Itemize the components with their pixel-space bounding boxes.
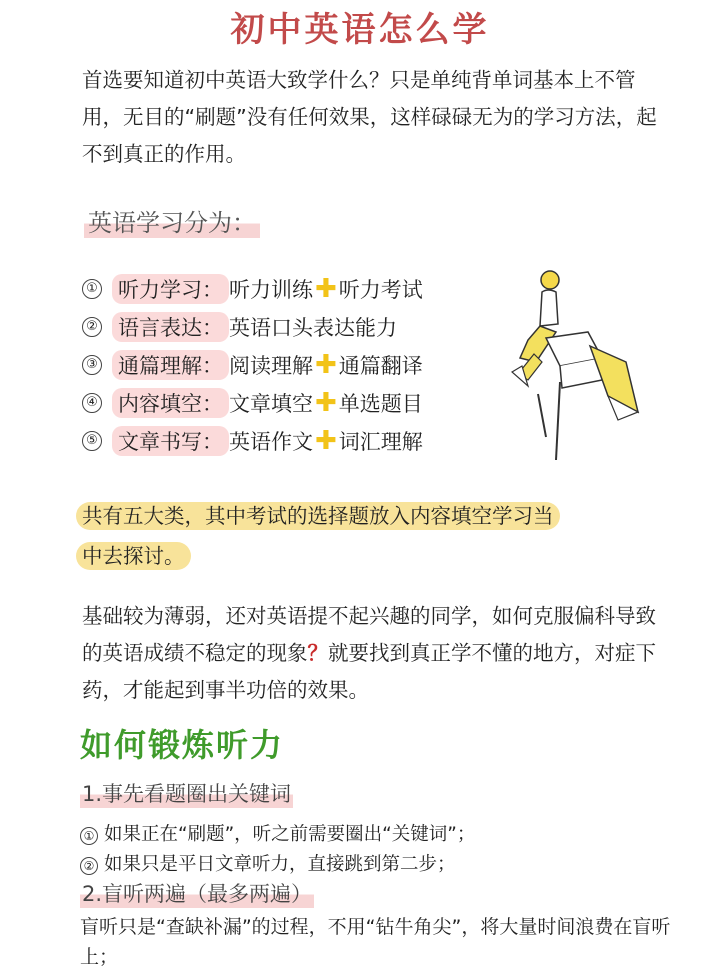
- category-detail-b: 单选题目: [338, 392, 423, 416]
- category-item: [82, 422, 423, 460]
- intro-paragraph: 首选要知道初中英语大致学什么？只是单纯背单词基本上不管用，无目的“刷题”没有任何效果，这样碌碌无为的学习方法，起不到真正的作用。: [82, 68, 657, 166]
- item-number: ①: [82, 279, 102, 299]
- category-name: 通篇理解：: [112, 350, 229, 380]
- item-number: ③: [82, 355, 102, 375]
- item-number: ⑤: [82, 431, 102, 451]
- category-detail-b: 词汇理解: [338, 430, 423, 454]
- category-detail-b: 通篇翻译: [338, 354, 423, 378]
- item-number: ④: [82, 393, 102, 413]
- category-item: [82, 270, 423, 308]
- category-detail-b: 听力考试: [338, 278, 423, 302]
- listening-heading: 如何锻炼听力: [80, 726, 285, 764]
- item-number: ②: [82, 317, 102, 337]
- category-item: [82, 308, 423, 346]
- step2-title: 2.盲听两遍（最多两遍）: [80, 878, 314, 908]
- category-name: 内容填空：: [112, 388, 229, 418]
- question-mark-icon: ？: [307, 641, 328, 665]
- summary-highlight: 共有五大类，其中考试的选择题放入内容填空学习当 中去探讨。: [76, 496, 656, 576]
- step1-title: 1.事先看题圈出关键词: [80, 778, 293, 808]
- category-item: [82, 346, 423, 384]
- category-name: 文章书写：: [112, 426, 229, 456]
- plus-icon: ✚: [315, 388, 337, 418]
- plus-icon: ✚: [315, 350, 337, 380]
- section-heading: 英语学习分为：: [84, 203, 260, 238]
- category-detail-a: 文章填空: [229, 392, 313, 416]
- plus-icon: ✚: [315, 426, 337, 456]
- step1-note: ② 如果只是平日文章听力，直接跳到第二步；: [80, 850, 456, 876]
- category-item: [82, 384, 423, 422]
- category-list: [82, 270, 423, 460]
- category-detail-a: 英语口头表达能力: [229, 316, 397, 340]
- reading-girl-illustration: [498, 262, 658, 462]
- category-detail-a: 阅读理解: [229, 354, 313, 378]
- category-name: 语言表达：: [112, 312, 229, 342]
- step2-text: 盲听只是“查缺补漏”的过程，不用“钻牛角尖”，将大量时间浪费在盲听上；: [80, 916, 671, 968]
- category-detail-a: 听力训练: [229, 278, 313, 302]
- category-detail-a: 英语作文: [229, 430, 313, 454]
- plus-icon: ✚: [315, 274, 337, 304]
- page-title: 初中英语怎么学: [230, 10, 490, 50]
- category-name: 听力学习：: [112, 274, 229, 304]
- weak-foundation-paragraph: 基础较为薄弱，还对英语提不起兴趣的同学，如何克服偏科导致的英语成绩不稳定的现象？就要找到真正学不懂的地方，对症下药，才能起到事半功倍的效果。: [82, 604, 656, 702]
- step1-note: ① 如果正在“刷题”，听之前需要圈出“关键词”；: [80, 820, 475, 846]
